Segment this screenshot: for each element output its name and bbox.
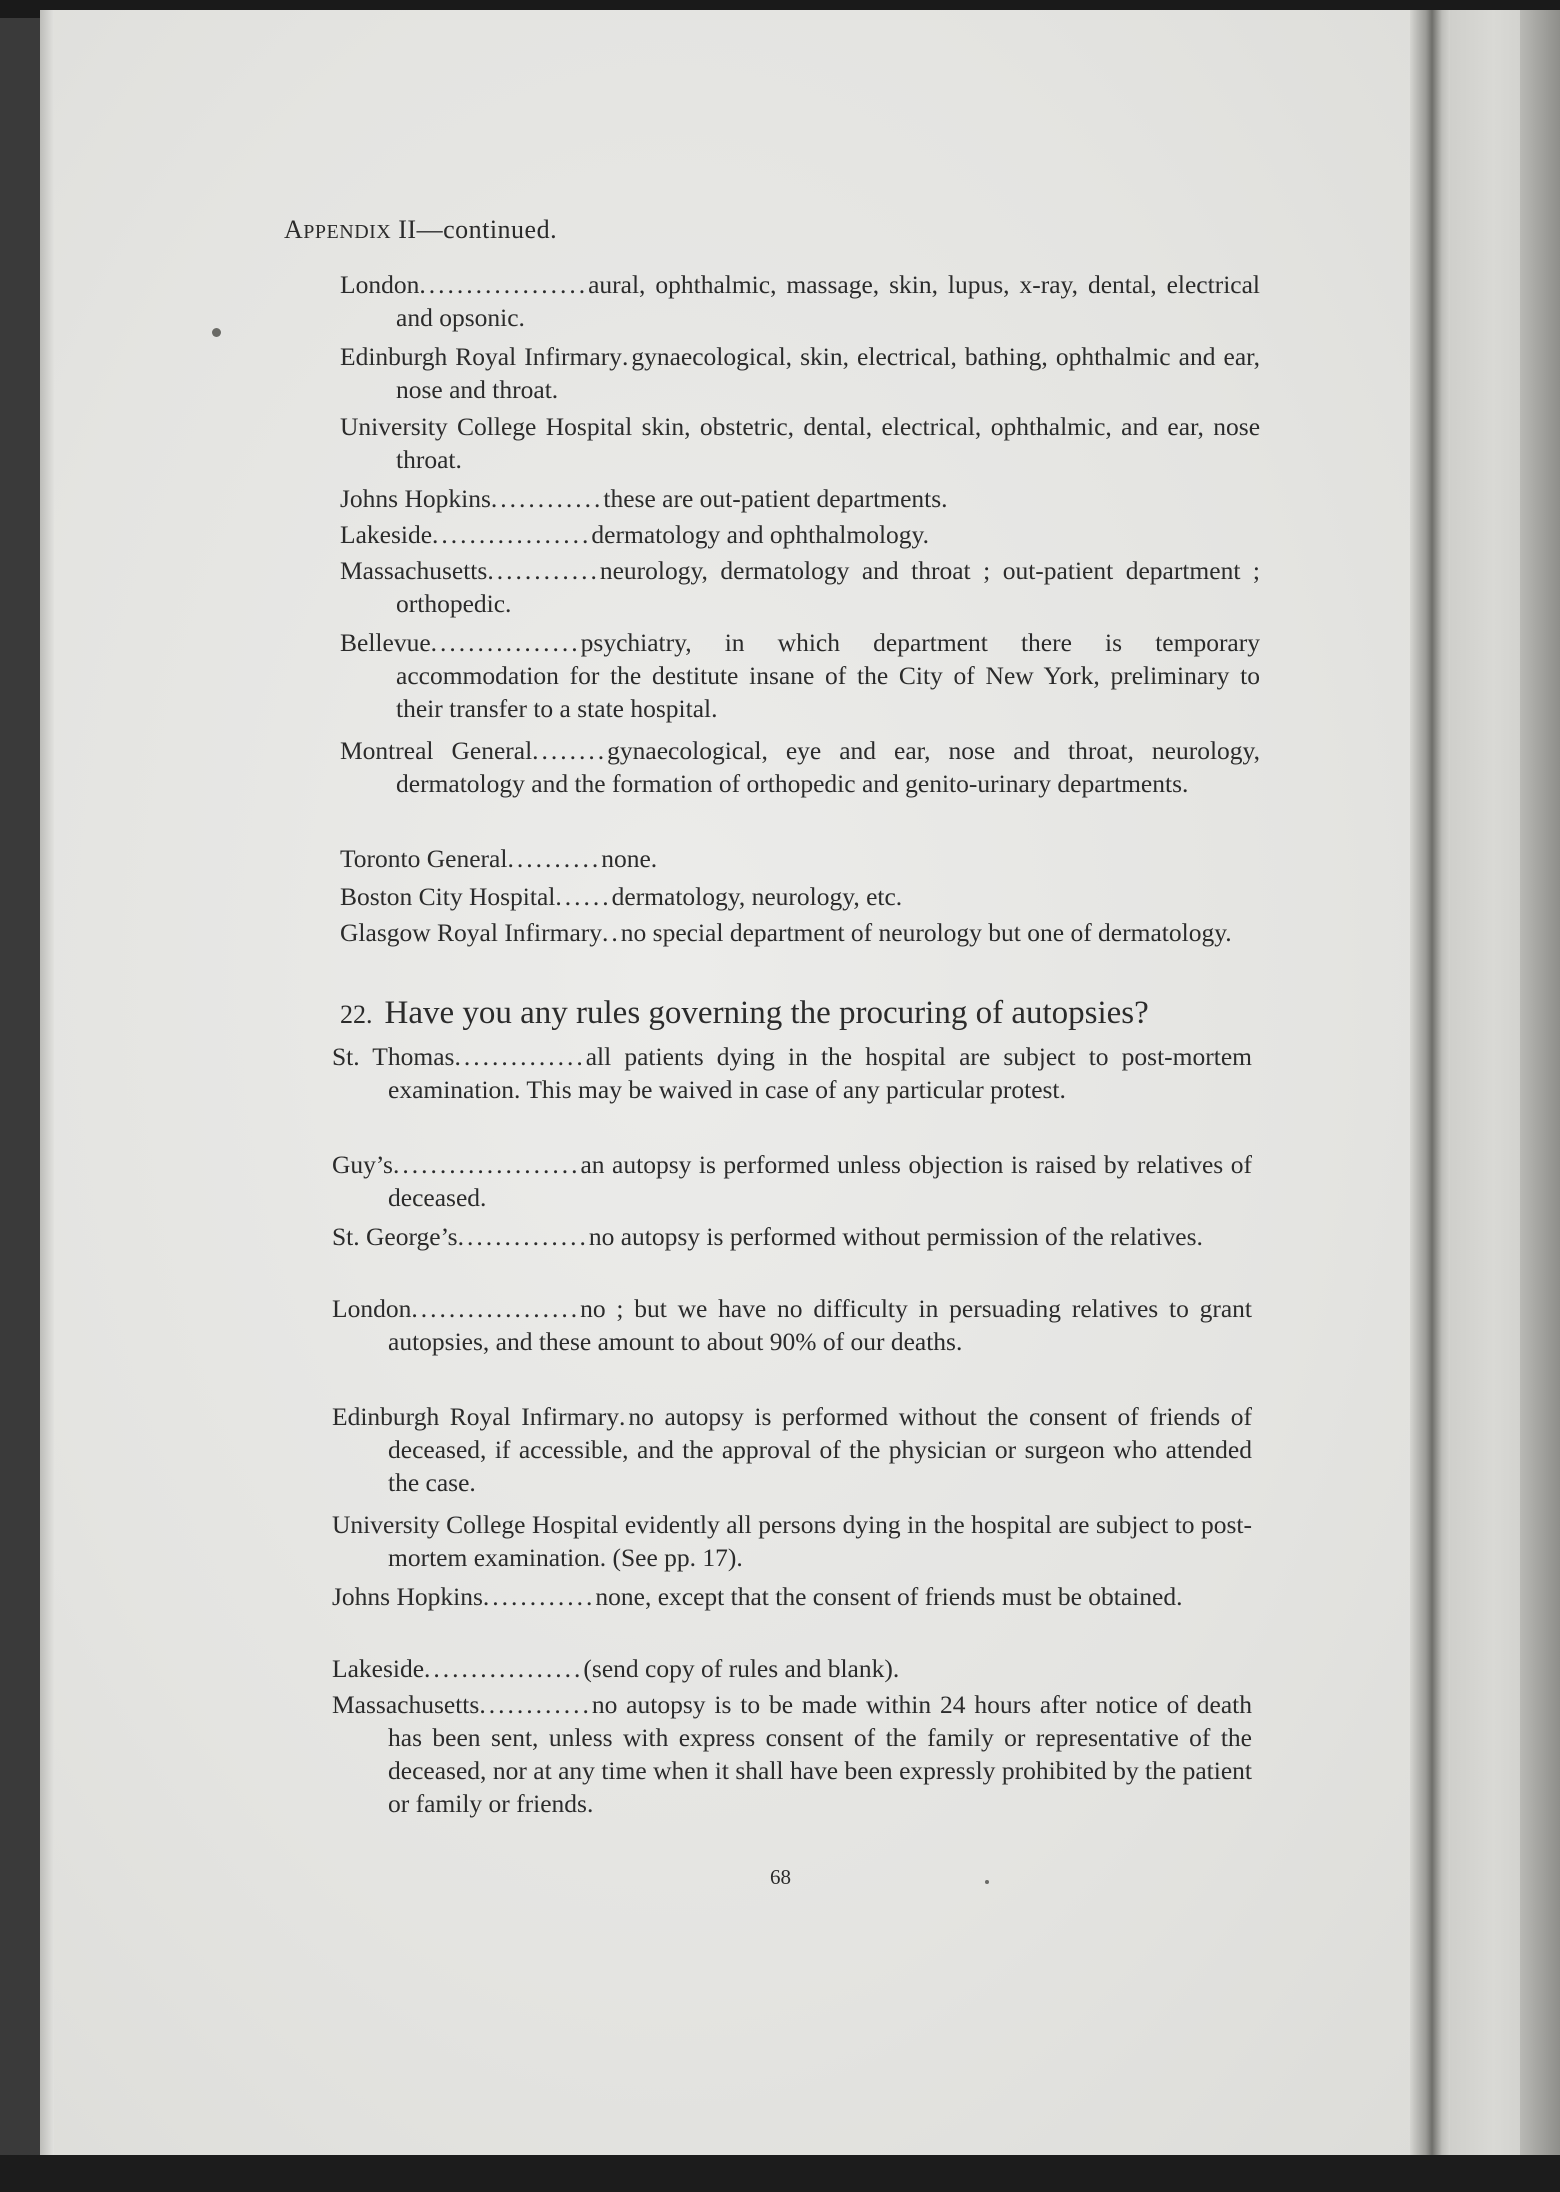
leader-dots: .......... <box>507 844 602 873</box>
institution-name: Johns Hopkins <box>340 484 491 513</box>
entry-text: no autopsy is to be made within 24 hours after notice of death has been sent, unless with express consent of the family or representative of the deceased, nor at any time when it shall have been expressly prohibited by the patient or family or friends. <box>388 1690 1252 1818</box>
entry-text: skin, obstetric, dental, electrical, ophthalmic, and ear, nose throat. <box>396 412 1261 474</box>
leader-dots: ............ <box>479 1690 592 1719</box>
heading-appendix-rest: PPENDIX <box>303 221 392 243</box>
question-number: 22. <box>340 1000 373 1029</box>
entry-text: no autopsy is performed without permission of the relatives. <box>588 1222 1203 1251</box>
leader-dots: . <box>619 1402 629 1431</box>
leader-dots: ............ <box>482 1582 596 1611</box>
institution-name: Bellevue <box>340 628 431 657</box>
entry-a-boston-city <box>340 880 1260 913</box>
entry-b-edinburgh <box>332 1400 1252 1499</box>
entry-text: no autopsy is performed without the consent of friends of deceased, if accessible, and the approval of the physician or surgeon who attended the case. <box>388 1402 1252 1497</box>
entry-text: aural, ophthalmic, massage, skin, lupus, x-ray, dental, electrical and opsonic. <box>396 270 1260 332</box>
leader-dots: ............ <box>490 484 604 513</box>
entry-b-guys <box>332 1148 1252 1214</box>
entry-a-glasgow-royal <box>340 916 1260 949</box>
entry-a-bellevue <box>340 626 1260 725</box>
heading-suffix: —continued. <box>416 215 558 244</box>
entry-b-st-thomas <box>332 1040 1252 1106</box>
entry-text: (send copy of rules and blank). <box>583 1654 900 1683</box>
book-gutter <box>1410 10 1450 2160</box>
leader-dots: ............ <box>487 556 600 585</box>
entry-a-johns-hopkins <box>340 482 1260 515</box>
entry-a-university-college <box>340 410 1260 476</box>
leader-dots: ................ <box>430 628 581 657</box>
institution-name: St. Thomas <box>332 1042 455 1071</box>
question-22 <box>340 995 1149 1032</box>
institution-name: University College Hospital <box>332 1510 619 1539</box>
institution-name: Massachusetts <box>332 1690 480 1719</box>
institution-name: Toronto General <box>340 844 508 873</box>
entry-text: no special department of neurology but one of dermatology. <box>620 918 1232 947</box>
page-left-edge <box>40 10 54 2160</box>
entry-text: psychiatry, in which department there is temporary accommodation for the destitute insane of the City of New York, preliminary to their transfer to a state hospital. <box>396 628 1260 723</box>
leader-dots: . <box>621 342 632 371</box>
entry-text: dermatology and ophthalmology. <box>591 520 929 549</box>
entry-b-johns-hopkins <box>332 1580 1252 1613</box>
running-heading <box>284 215 557 245</box>
entry-text: neurology, dermatology and throat ; out-patient department ; orthopedic. <box>396 556 1260 618</box>
entry-a-montreal-general <box>340 734 1260 800</box>
scan-bottom-border <box>0 2155 1560 2192</box>
institution-name: Guy’s <box>332 1150 393 1179</box>
page-text <box>40 10 1440 2160</box>
leader-dots: .. <box>602 918 621 947</box>
institution-name: Glasgow Royal Infirmary <box>340 918 603 947</box>
entry-a-toronto-general <box>340 842 1260 875</box>
entry-text: all patients dying in the hospital are subject to post-mortem examination. This may be waived in case of any particular protest. <box>388 1042 1252 1104</box>
book-right-edge <box>1520 10 1560 2160</box>
entry-text: dermatology, neurology, etc. <box>611 882 903 911</box>
ink-speck <box>212 328 221 337</box>
entry-text: none, except that the consent of friends must be obtained. <box>595 1582 1183 1611</box>
institution-name: Edinburgh Royal Infirmary <box>332 1402 619 1431</box>
institution-name: Johns Hopkins <box>332 1582 483 1611</box>
leader-dots: .............. <box>457 1222 589 1251</box>
entry-text: an autopsy is performed unless objection is raised by relatives of deceased. <box>388 1150 1252 1212</box>
entry-b-massachusetts <box>332 1688 1252 1820</box>
entry-a-massachusetts <box>340 554 1260 620</box>
entry-a-london <box>340 268 1260 334</box>
institution-name: London <box>332 1294 412 1323</box>
leader-dots: .................. <box>419 270 589 299</box>
entry-text: evidently all persons dying in the hospital are subject to post-mortem examination. (See pp. 17). <box>388 1510 1253 1572</box>
entry-b-st-georges <box>332 1220 1252 1253</box>
entry-b-university-college <box>332 1508 1252 1574</box>
heading-numeral: II <box>398 215 417 244</box>
page-sheet <box>40 10 1440 2160</box>
entry-text: none. <box>601 844 658 873</box>
leader-dots: ................. <box>424 1654 584 1683</box>
entry-a-edinburgh <box>340 340 1260 406</box>
entry-b-lakeside <box>332 1652 1252 1685</box>
leader-dots: .................... <box>392 1150 581 1179</box>
institution-name: Lakeside <box>340 520 433 549</box>
institution-name: Lakeside <box>332 1654 425 1683</box>
entry-text: gynaecological, skin, electrical, bathing, ophthalmic and ear, nose and throat. <box>396 342 1260 404</box>
entry-text: these are out-patient departments. <box>603 484 948 513</box>
leader-dots: .............. <box>454 1042 586 1071</box>
entry-a-lakeside <box>340 518 1260 551</box>
question-text: Have you any rules governing the procuring of autopsies? <box>384 995 1149 1031</box>
entry-text: no ; but we have no difficulty in persuading relatives to grant autopsies, and these amount to about 90% of our deaths. <box>388 1294 1252 1356</box>
leader-dots: ........ <box>532 736 608 765</box>
ink-speck <box>985 1880 989 1884</box>
entry-text: gynaecological, eye and ear, nose and throat, neurology, dermatology and the formation of orthopedic and genito-urinary departments. <box>396 736 1260 798</box>
institution-name: University College Hospital <box>340 412 633 441</box>
institution-name: Boston City Hospital <box>340 882 556 911</box>
leader-dots: .................. <box>411 1294 581 1323</box>
leader-dots: ...... <box>555 882 612 911</box>
institution-name: St. George’s <box>332 1222 458 1251</box>
entry-b-london <box>332 1292 1252 1358</box>
heading-initial: A <box>284 215 304 244</box>
leader-dots: ................. <box>432 520 592 549</box>
institution-name: Edinburgh Royal Infirmary <box>340 342 622 371</box>
institution-name: Massachusetts <box>340 556 488 585</box>
page-number: 68 <box>770 1865 791 1889</box>
institution-name: London <box>340 270 420 299</box>
institution-name: Montreal General <box>340 736 533 765</box>
